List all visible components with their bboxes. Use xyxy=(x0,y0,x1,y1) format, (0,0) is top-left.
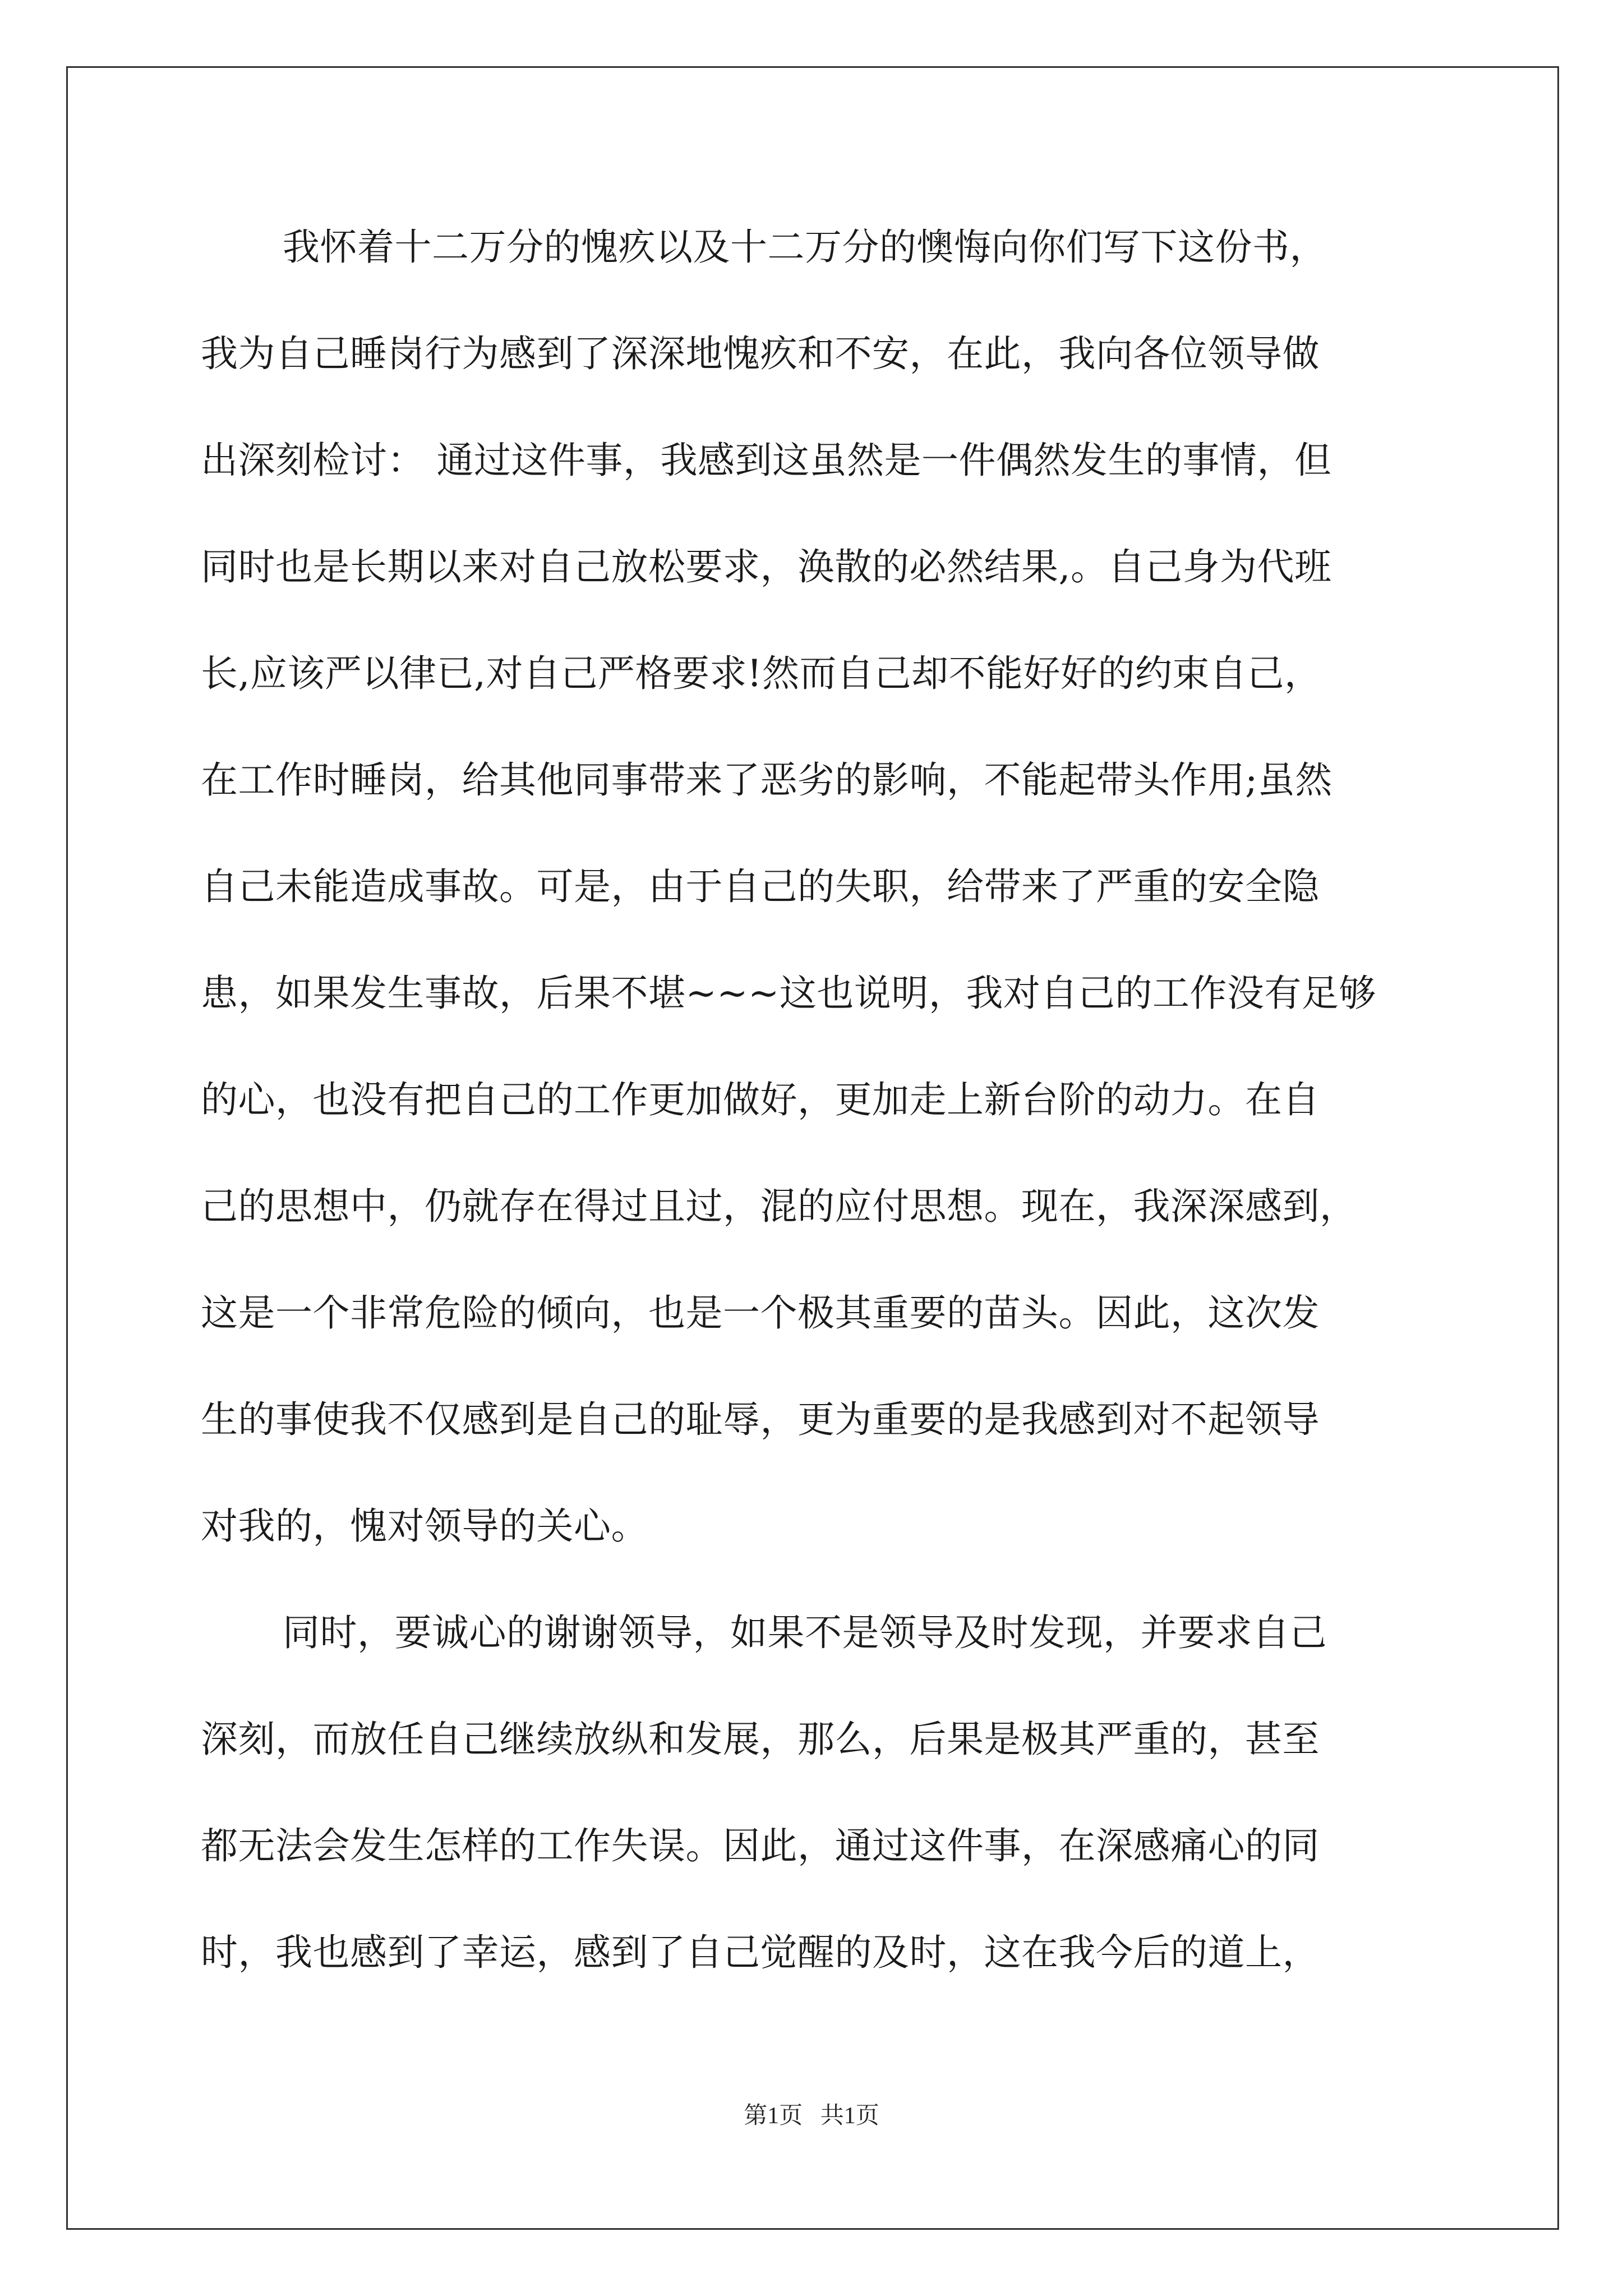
paragraph-1-line-3: 出深刻检讨： 通过这件事，我感到这虽然是一件偶然发生的事情，但 xyxy=(201,439,1332,482)
page-number: 第1页 xyxy=(744,2103,803,2129)
paragraph-1-line-13: 对我的，愧对领导的关心。 xyxy=(201,1504,648,1548)
paragraph-1-line-12: 生的事使我不仅感到是自己的耻辱，更为重要的是我感到对不起领导 xyxy=(201,1398,1320,1441)
paragraph-1-line-11: 这是一个非常危险的倾向，也是一个极其重要的苗头。因此，这次发 xyxy=(201,1291,1320,1335)
paragraph-1-line-6: 在工作时睡岗，给其他同事带来了恶劣的影响，不能起带头作用;虽然 xyxy=(201,758,1332,802)
paragraph-2-line-4: 时，我也感到了幸运，感到了自己觉醒的及时，这在我今后的道上， xyxy=(201,1931,1320,1974)
paragraph-1-line-10: 己的思想中，仍就存在得过且过，混的应付思想。现在，我深深感到， xyxy=(201,1185,1357,1228)
paragraph-1-line-5: 长,应该严以律已,对自己严格要求!然而自己却不能好好的约束自己， xyxy=(201,652,1322,695)
paragraph-1-line-4: 同时也是长期以来对自己放松要求，涣散的必然结果,。自己身为代班 xyxy=(201,545,1332,588)
paragraph-2-line-2: 深刻，而放任自己继续放纵和发展，那么，后果是极其严重的，甚至 xyxy=(201,1718,1320,1761)
page-total: 共1页 xyxy=(820,2103,879,2129)
paragraph-1-line-7: 自己未能造成事故。可是，由于自己的失职，给带来了严重的安全隐 xyxy=(201,865,1320,908)
paragraph-1-line-2: 我为自己睡岗行为感到了深深地愧疚和不安，在此，我向各位领导做 xyxy=(201,332,1320,375)
page-footer xyxy=(0,2097,1623,2131)
page-border xyxy=(66,66,1559,2230)
paragraph-1-line-9: 的心，也没有把自己的工作更加做好，更加走上新台阶的动力。在自 xyxy=(201,1078,1320,1121)
paragraph-2-line-3: 都无法会发生怎样的工作失误。因此，通过这件事，在深感痛心的同 xyxy=(201,1824,1320,1867)
paragraph-1-line-8: 患，如果发生事故，后果不堪~~~这也说明，我对自己的工作没有足够 xyxy=(201,972,1376,1015)
paragraph-1-line-1: 我怀着十二万分的愧疚以及十二万分的懊悔向你们写下这份书， xyxy=(283,226,1327,269)
paragraph-2-line-1: 同时，要诚心的谢谢领导，如果不是领导及时发现，并要求自己 xyxy=(283,1611,1327,1654)
